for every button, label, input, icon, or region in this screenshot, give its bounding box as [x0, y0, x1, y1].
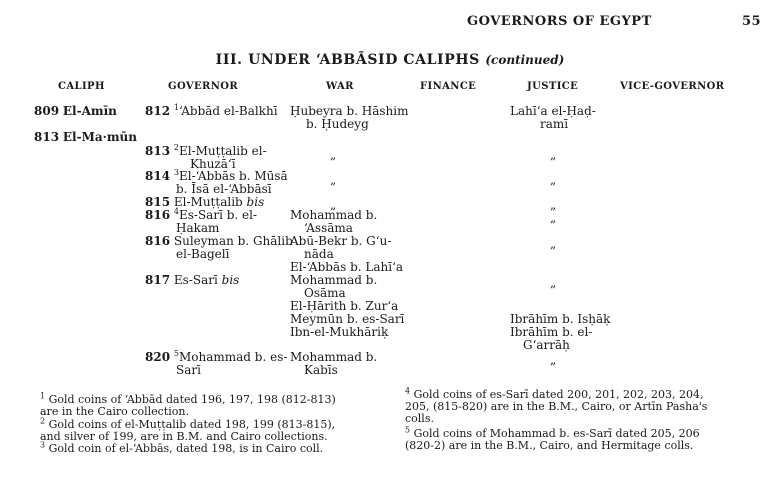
governor-name: Es-Sarī: [173, 273, 218, 287]
governor-year: 814: [145, 169, 171, 183]
footnote-4-cont2: colls.: [405, 412, 434, 425]
governor-name: ‘Abbād el-Balkhī: [178, 104, 278, 118]
justice-ditto: „: [550, 211, 557, 225]
governor-name: Es-Sarī b. el-: [178, 208, 258, 222]
justice-ditto: „: [550, 198, 557, 212]
governor-year: 815: [145, 195, 171, 209]
governor-name-cont: Khuzā‘ī: [190, 157, 236, 171]
justice-entry: Ibrāhīm b. Isḥāḳ: [510, 312, 611, 326]
war-entry: Mohammad b.: [290, 208, 378, 222]
war-ditto: „: [330, 148, 337, 162]
governor-name-cont: b. Īsā el-‘Abbāsī: [176, 182, 272, 196]
footnote-text: Gold coins of Mohammad b. es-Sarī dated 205, 206: [413, 427, 700, 440]
war-entry-cont: nāda: [304, 247, 334, 261]
governor-entry: [145, 351, 287, 364]
governor-year: 813: [145, 144, 171, 158]
page-number: 55: [742, 14, 762, 29]
war-entry-cont: b. Ḥudeyg: [306, 117, 369, 131]
footnote-ref: 4: [173, 207, 179, 216]
war-entry: Ibn-el-Mukhāriḳ: [290, 325, 389, 339]
footnote-3: [40, 440, 324, 455]
justice-ditto: „: [550, 353, 557, 367]
footnote-1-cont: are in the Cairo collection.: [40, 405, 189, 418]
governor-year: 816: [145, 234, 171, 248]
governor-year: 817: [145, 273, 171, 287]
column-header-finance: FINANCE: [420, 81, 477, 92]
footnote-number: 5: [405, 425, 411, 435]
governor-name: El-Muṭṭalib: [173, 195, 243, 209]
caliph-entry: [34, 105, 117, 118]
governor-name-cont: Sarī: [176, 363, 201, 377]
footnote-number: 2: [40, 416, 46, 426]
caliph-name: El-Ma·mūn: [62, 130, 137, 144]
footnote-number: 3: [40, 440, 46, 450]
footnote-ref: 3: [173, 168, 179, 177]
war-ditto: „: [330, 198, 337, 212]
war-entry: Mohammad b.: [290, 350, 378, 364]
footnote-4-cont: 205, (815-820) are in the B.M., Cairo, or Artīn Pasha's: [405, 400, 708, 413]
footnote-number: 1: [40, 391, 46, 401]
governor-name: Mohammad b. es-: [178, 350, 288, 364]
section-subtitle: (continued): [485, 53, 565, 67]
war-entry: El-‘Abbās b. Lahī‘a: [290, 260, 404, 274]
footnote-2-cont: and silver of 199, are in B.M. and Cairo collections.: [40, 430, 328, 443]
war-entry: Ḥubeyra b. Hāshim: [290, 104, 409, 118]
war-entry: Meymūn b. es-Sarī: [290, 312, 405, 326]
justice-ditto: „: [550, 173, 557, 187]
footnote-5-cont: (820-2) are in the B.M., Cairo, and Hermitage colls.: [405, 439, 694, 452]
column-header-justice: JUSTICE: [527, 81, 579, 92]
governor-entry: [145, 105, 278, 118]
caliph-entry: [34, 131, 137, 144]
war-ditto: „: [330, 173, 337, 187]
war-entry: Abū-Bekr b. G‘u-: [290, 234, 392, 248]
footnote-ref: 1: [173, 103, 179, 112]
caliph-name: El-Amīn: [62, 104, 117, 118]
footnote-text: Gold coin of el-‘Abbās, dated 198, is in Cairo coll.: [48, 442, 324, 455]
justice-entry-cont: G‘arrāḥ: [523, 338, 570, 352]
war-entry: Mohammad b.: [290, 273, 378, 287]
governor-name: El-‘Abbās b. Mūsā: [178, 169, 288, 183]
war-entry-cont: Kabīs: [304, 363, 338, 377]
governor-year: 816: [145, 208, 171, 222]
justice-ditto: „: [550, 148, 557, 162]
caliph-year: 813: [34, 130, 60, 144]
justice-entry: Ibrāhīm b. el-: [510, 325, 593, 339]
footnote-ref: 2: [173, 143, 179, 152]
governor-name: Suleyman b. Ghālib: [173, 234, 293, 248]
governor-name-cont: Ḥakam: [176, 221, 220, 235]
governor-year: 820: [145, 350, 171, 364]
footnote-text: Gold coins of es-Sarī dated 200, 201, 202, 203, 204,: [413, 388, 704, 401]
justice-ditto: „: [550, 237, 557, 251]
caliph-year: 809: [34, 104, 60, 118]
footnote-ref: 5: [173, 349, 179, 358]
section-title: [0, 52, 780, 68]
footnote-text: Gold coins of el-Muṭṭalib dated 198, 199 (813-815),: [48, 418, 336, 431]
war-entry: El-Ḥārith b. Zur‘a: [290, 299, 399, 313]
governor-name: El-Muṭṭalib el-: [178, 144, 267, 158]
governor-entry: [145, 274, 239, 287]
governor-bis: bis: [221, 273, 240, 287]
war-entry-cont: ‘Assāma: [304, 221, 353, 235]
justice-entry: Lahī‘a el-Ḥaḍ-: [510, 104, 596, 118]
column-header-caliph: CALIPH: [58, 81, 105, 92]
war-entry-cont: Osāma: [304, 286, 346, 300]
running-title: GOVERNORS OF EGYPT: [467, 14, 652, 29]
governor-name-cont: el-Bagelī: [176, 247, 230, 261]
governor-year: 812: [145, 104, 171, 118]
footnote-text: Gold coins of ‘Abbād dated 196, 197, 198 (812-813): [48, 393, 336, 406]
section-title-text: III. UNDER ‘ABBĀSID CALIPHS: [215, 52, 480, 68]
governor-bis: bis: [246, 195, 265, 209]
footnote-number: 4: [405, 386, 411, 396]
justice-ditto: „: [550, 276, 557, 290]
justice-entry-cont: ramī: [540, 117, 569, 131]
column-header-governor: GOVERNOR: [168, 81, 239, 92]
column-header-war: WAR: [326, 81, 354, 92]
column-header-vice-governor: VICE-GOVERNOR: [620, 81, 725, 92]
